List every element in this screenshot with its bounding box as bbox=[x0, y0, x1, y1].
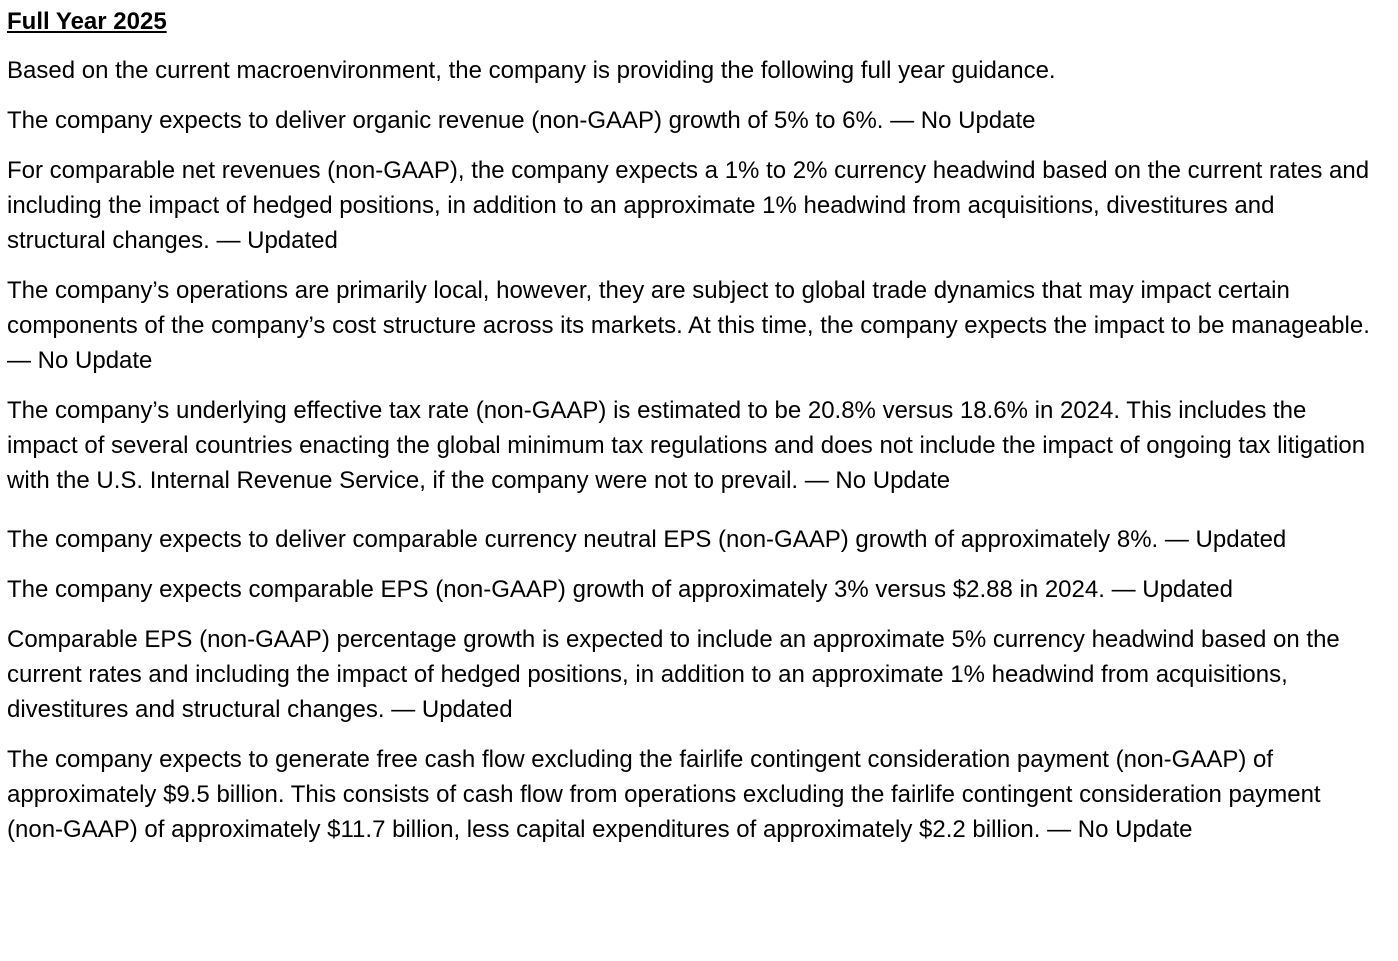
paragraph-comparable-eps: The company expects comparable EPS (non-GAAP) growth of approximately 3% versus $2.88 in 2024. — Updated bbox=[7, 576, 1233, 603]
section-title: Full Year 2025 bbox=[7, 8, 167, 35]
paragraph-trade-dynamics: The company’s operations are primarily local, however, they are subject to global trade dynamics that may impact certain components of the company’s cost structure across its markets. At this time, the company expects the impact to be manageable. — No Update bbox=[7, 277, 1370, 374]
paragraph-intro: Based on the current macroenvironment, the company is providing the following full year guidance. bbox=[7, 57, 1056, 84]
paragraph-tax-rate: The company’s underlying effective tax rate (non-GAAP) is estimated to be 20.8% versus 18.6% in 2024. This includes the impact of several countries enacting the global minimum tax regulations and does not include the impact of ongoing tax litigation with the U.S. Internal Revenue Service, if the company were not to prevail. — No Update bbox=[7, 397, 1366, 494]
paragraph-currency-neutral-eps: The company expects to deliver comparable currency neutral EPS (non-GAAP) growth of approximately 8%. — Updated bbox=[7, 526, 1287, 553]
paragraph-free-cash-flow: The company expects to generate free cash flow excluding the fairlife contingent consideration payment (non-GAAP) of approximately $9.5 billion. This consists of cash flow from operations excluding the fairlife contingent consideration payment (non-GAAP) of approximately $11.7 billion, less capital expenditures of approximately $2.2 billion. — No Update bbox=[7, 746, 1321, 843]
paragraph-organic-revenue: The company expects to deliver organic revenue (non-GAAP) growth of 5% to 6%. — No Update bbox=[7, 107, 1036, 134]
paragraph-eps-currency-headwind: Comparable EPS (non-GAAP) percentage growth is expected to include an approximate 5% currency headwind based on the current rates and including the impact of hedged positions, in addition to an approximate 1% headwind from acquisitions, divestitures and structural changes. — Updated bbox=[7, 626, 1340, 723]
paragraph-net-revenues-currency: For comparable net revenues (non-GAAP), the company expects a 1% to 2% currency headwind based on the current rates and including the impact of hedged positions, in addition to an approximate 1% headwind from acquisitions, divestitures and structural changes. — Updated bbox=[7, 157, 1370, 254]
